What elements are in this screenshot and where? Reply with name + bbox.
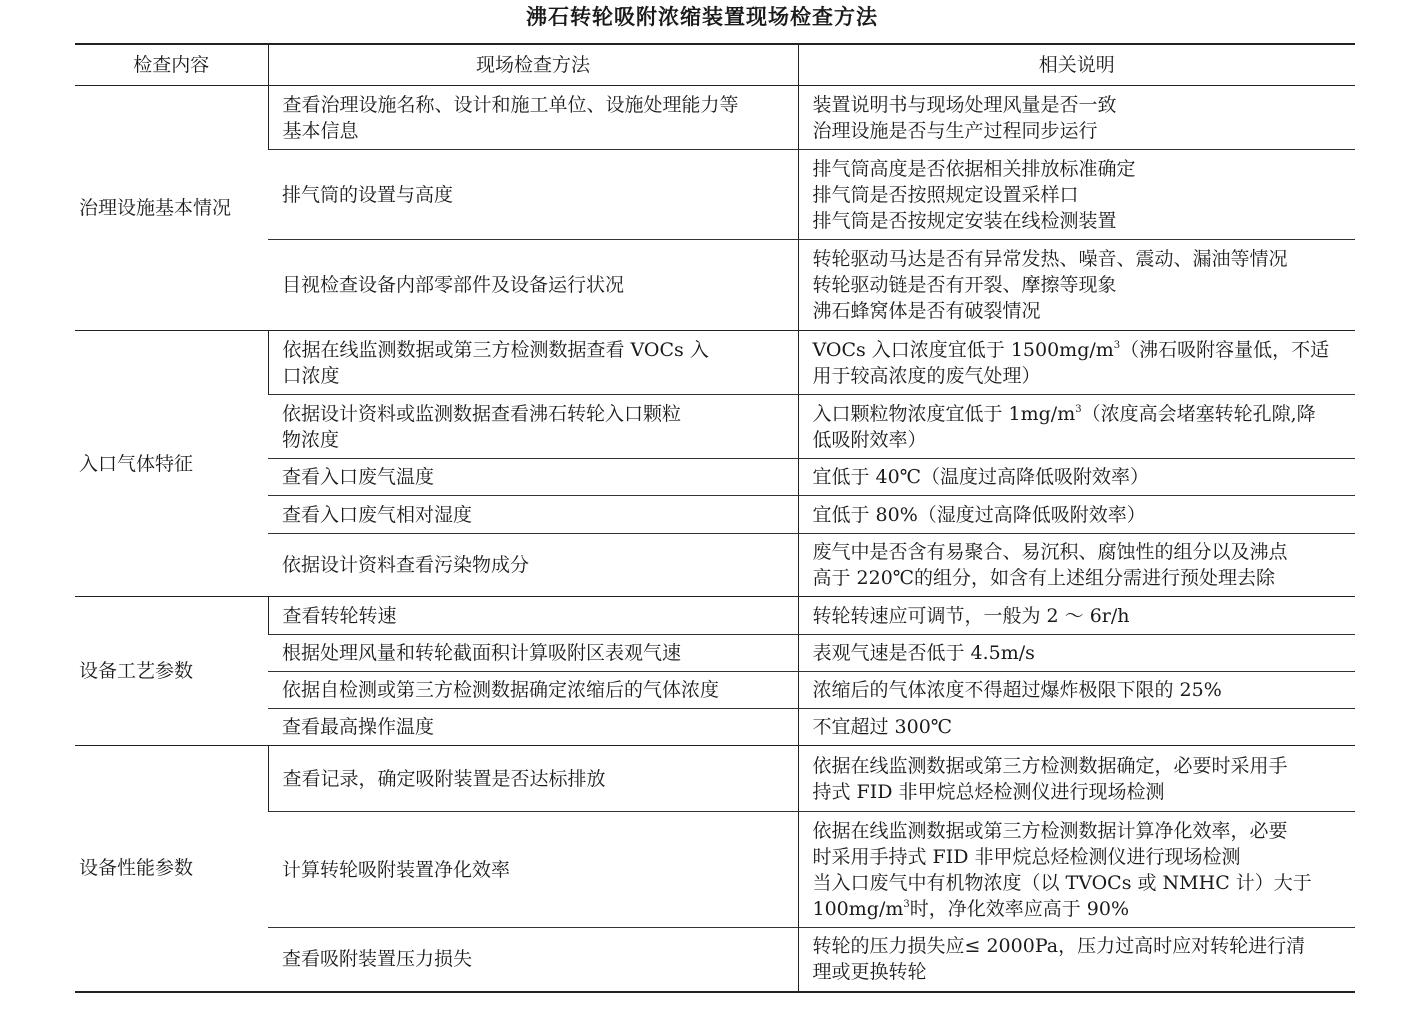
- method-line: 排气筒的设置与高度: [282, 183, 454, 206]
- note-line: 宜低于 40℃（温度过高降低吸附效率）: [812, 466, 1149, 488]
- method-cell: [268, 709, 798, 746]
- note-line: 沸石蜂窝体是否有破裂情况: [812, 300, 1041, 322]
- note-line: 排气筒是否按规定安装在线检测装置: [812, 209, 1117, 232]
- category-cell: 设备性能参数: [75, 746, 268, 992]
- note-line: 治理设施是否与生产过程同步运行: [812, 119, 1098, 142]
- method-cell: [268, 635, 798, 672]
- category-cell: 设备工艺参数: [75, 597, 268, 746]
- method-line: 根据处理风量和转轮截面积计算吸附区表观气速: [282, 642, 682, 664]
- note-cell: [798, 812, 1355, 928]
- note-line: [813, 401, 1352, 427]
- method-line: 目视检查设备内部零部件及设备运行状况: [282, 274, 625, 296]
- note-text: 时，净化效率应高于 90%: [909, 897, 1130, 920]
- category-cell: 入口气体特征: [75, 331, 268, 597]
- note-text: （沸石吸附容量低，不适: [1120, 338, 1330, 361]
- note-line: 低吸附效率）: [812, 428, 927, 451]
- method-cell: [268, 459, 798, 496]
- note-line: 装置说明书与现场处理风量是否一致: [812, 93, 1117, 116]
- note-text: （浓度高会堵塞转轮孔隙,降: [1081, 402, 1316, 425]
- note-line: 排气筒是否按照规定设置采样口: [812, 183, 1079, 206]
- table-header-row: [75, 44, 1355, 86]
- method-cell: [268, 240, 798, 331]
- note-cell: [798, 597, 1355, 635]
- method-line: 依据设计资料或监测数据查看沸石转轮入口颗粒: [282, 402, 682, 425]
- header-onsite-method: 现场检查方法: [268, 44, 798, 86]
- method-line: 查看吸附装置压力损失: [282, 948, 473, 971]
- superscript: 3: [1075, 403, 1082, 415]
- note-text: 100mg/m: [812, 897, 904, 920]
- note-line: 转轮的压力损失应≤ 2000Pa，压力过高时应对转轮进行清: [812, 935, 1306, 958]
- note-line: 高于 220℃的组分，如含有上述组分需进行预处理去除: [812, 567, 1276, 589]
- note-cell: [798, 635, 1355, 672]
- method-line: 计算转轮吸附装置净化效率: [282, 858, 511, 881]
- method-line: 查看治理设施名称、设计和施工单位、设施处理能力等: [282, 93, 739, 116]
- note-cell: [798, 746, 1355, 812]
- note-line: 理或更换转轮: [812, 961, 927, 984]
- note-cell: [798, 395, 1355, 459]
- method-line: 依据自检测或第三方检测数据确定浓缩后的气体浓度: [282, 679, 720, 701]
- method-cell: [268, 746, 798, 812]
- header-inspection-content: 检查内容: [75, 44, 268, 86]
- method-cell: [268, 812, 798, 928]
- table-row: [75, 746, 1355, 812]
- method-cell: [268, 150, 798, 240]
- note-line: 持式 FID 非甲烷总烃检测仪进行现场检测: [812, 780, 1165, 803]
- note-cell: [798, 709, 1355, 746]
- method-line: 查看记录，确定吸附装置是否达标排放: [282, 767, 606, 790]
- superscript: 3: [903, 898, 910, 910]
- note-line: 依据在线监测数据或第三方检测数据计算净化效率，必要: [812, 819, 1288, 842]
- method-line: 查看入口废气温度: [282, 466, 435, 488]
- header-notes: 相关说明: [798, 44, 1355, 86]
- method-cell: [268, 496, 798, 534]
- method-cell: [268, 534, 798, 597]
- note-line: [813, 337, 1352, 363]
- method-line: 物浓度: [282, 428, 340, 451]
- method-cell: [268, 672, 798, 709]
- note-line: 不宜超过 300℃: [812, 716, 953, 738]
- note-line: 表观气速是否低于 4.5m/s: [812, 642, 1035, 664]
- note-line: 依据在线监测数据或第三方检测数据确定，必要时采用手: [812, 754, 1288, 777]
- method-line: 查看入口废气相对湿度: [282, 503, 473, 526]
- note-text: VOCs 入口浓度宜低于 1500mg/m: [812, 338, 1114, 361]
- note-line: 当入口废气中有机物浓度（以 TVOCs 或 NMHC 计）大于: [812, 871, 1312, 894]
- note-cell: [798, 459, 1355, 496]
- method-line: 口浓度: [282, 364, 340, 387]
- inspection-table: [75, 43, 1355, 993]
- method-line: 基本信息: [282, 119, 359, 142]
- method-cell: [268, 86, 798, 150]
- table-row: [75, 86, 1355, 150]
- method-cell: [268, 928, 798, 992]
- note-cell: [798, 150, 1355, 240]
- table-row: [75, 597, 1355, 635]
- note-cell: [798, 928, 1355, 992]
- method-cell: [268, 395, 798, 459]
- note-line: 用于较高浓度的废气处理）: [812, 364, 1041, 387]
- superscript: 3: [1113, 339, 1121, 351]
- method-line: 依据在线监测数据或第三方检测数据查看 VOCs 入: [282, 338, 709, 361]
- note-cell: [798, 86, 1355, 150]
- note-cell: [798, 672, 1355, 709]
- note-line: 宜低于 80%（湿度过高降低吸附效率）: [812, 503, 1146, 526]
- note-line: 排气筒高度是否依据相关排放标准确定: [812, 157, 1136, 180]
- method-line: 查看转轮转速: [282, 604, 397, 627]
- category-cell: 治理设施基本情况: [75, 86, 268, 331]
- note-line: 转轮驱动链是否有开裂、摩擦等现象: [812, 274, 1117, 296]
- note-line: 浓缩后的气体浓度不得超过爆炸极限下限的 25%: [812, 679, 1222, 701]
- method-cell: [268, 597, 798, 635]
- note-cell: [798, 240, 1355, 331]
- method-cell: [268, 331, 798, 395]
- note-cell: [798, 496, 1355, 534]
- note-line: 转轮驱动马达是否有异常发热、噪音、震动、漏油等情况: [812, 248, 1288, 270]
- note-line: 时采用手持式 FID 非甲烷总烃检测仪进行现场检测: [812, 845, 1241, 868]
- note-line: [813, 896, 1352, 922]
- note-line: 转轮转速应可调节，一般为 2 ～ 6r/h: [812, 604, 1130, 627]
- page-title: 沸石转轮吸附浓缩装置现场检查方法: [526, 5, 878, 29]
- note-cell: [798, 331, 1355, 395]
- note-text: 入口颗粒物浓度宜低于 1mg/m: [812, 402, 1076, 425]
- method-line: 依据设计资料查看污染物成分: [282, 554, 530, 576]
- note-line: 废气中是否含有易聚合、易沉积、腐蚀性的组分以及沸点: [812, 541, 1288, 563]
- note-cell: [798, 534, 1355, 597]
- table-row: [75, 331, 1355, 395]
- method-line: 查看最高操作温度: [282, 716, 435, 738]
